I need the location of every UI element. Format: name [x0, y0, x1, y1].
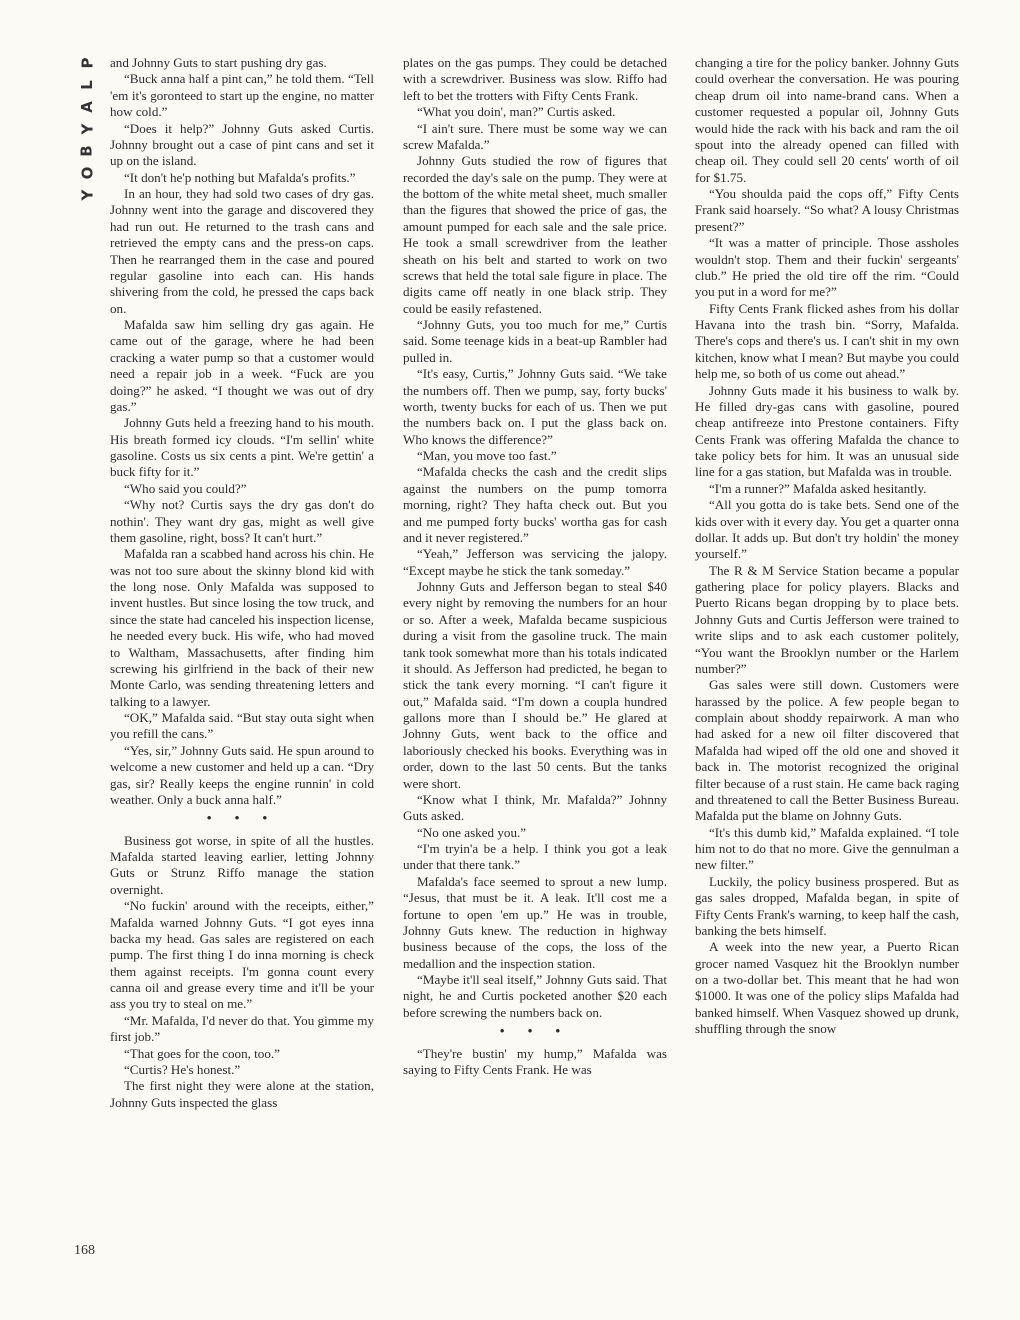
paragraph: “It don't he'p nothing but Mafalda's profits.”	[124, 169, 356, 185]
paragraph: Johnny Guts and Jefferson began to steal $40 every night by removing the numbers for an hour or so. After a week, Mafalda became suspicious during a visit from the gasoline truck. The main tank took somewhat more than his totals indicated it should. As Jefferson had predicted, he began to stick the tank every morning. “I can't figure it out,” Mafalda said. “I'm down a coupla hundred gallons more than I should be.” He glared at Johnny Guts, went back to the office and laboriously checked his books. Everything was in order, down to the last 50 cents. But the tanks were short.	[403, 579, 667, 791]
paragraph: “They're bustin' my hump,” Mafalda was saying to Fifty Cents Frank. He was	[403, 1045, 667, 1077]
paragraph: “OK,” Mafalda said. “But stay outa sight when you refill the cans.”	[110, 710, 374, 742]
masthead-letter: P	[78, 57, 96, 69]
paragraph: “I'm a runner?” Mafalda asked hesitantly.	[709, 480, 927, 496]
paragraph: “It's this dumb kid,” Mafalda explained. “I tole him not to do that no more. Give the gennulman a new filter.”	[695, 824, 959, 873]
paragraph: Johnny Guts made it his business to walk by. He filled dry-gas cans with gasoline, poured cheap antifreeze into Prestone containers. Fifty Cents Frank was offering Mafalda the chance to take policy bets for him. It was an unusual side line for a gas station, but Mafalda was in trouble.	[695, 382, 959, 480]
text-column-1	[110, 55, 374, 1270]
paragraph: In an hour, they had sold two cases of dry gas. Johnny went into the garage and discovered they had run out. He returned to the trash cans and retrieved the empty cans and the press-on caps. Then he rearranged them in the case and poured regular gasoline into each can. His hands shivering from the cold, he pressed the caps back on.	[110, 186, 374, 316]
paragraph: A week into the new year, a Puerto Rican grocer named Vasquez hit the Brooklyn number on a two-dollar bet. This meant that he had won $1000. It was one of the policy slips Mafalda had banked himself. When Vasquez showed up drunk, shuffling through the snow	[695, 939, 959, 1037]
paragraph: “Does it help?” Johnny Guts asked Curtis. Johnny brought out a case of pint cans and set it up on the island.	[110, 120, 374, 169]
paragraph: “Mr. Mafalda, I'd never do that. You gimme my first job.”	[110, 1012, 374, 1045]
paragraph: “No fuckin' around with the receipts, either,” Mafalda warned Johnny Guts. “I got eyes inna backa my head. Gas sales are registered on each pump. The first thing I do inna morning is check them against receipts. I'm gonna count every canna oil and grease every time and it'll be your ass you try to steal on me.”	[110, 898, 374, 1012]
paragraph: “Curtis? He's honest.”	[124, 1061, 241, 1077]
paragraph: “Why not? Curtis says the dry gas don't do nothin'. They want dry gas, might as well give them gasoline, right, boss? It can't hurt.”	[110, 497, 374, 545]
masthead-letter: Y	[78, 189, 96, 201]
paragraph: “Buck anna half a pint can,” he told them. “Tell 'em it's goronteed to start up the engine, no matter how cold.”	[110, 71, 374, 120]
masthead-letter: A	[77, 101, 96, 113]
masthead-letter: O	[77, 166, 96, 180]
paragraph: plates on the gas pumps. They could be detached with a screwdriver. Business was slow. Riffo had left to bet the trotters with Fifty Cents Frank.	[403, 55, 667, 103]
paragraph: Fifty Cents Frank flicked ashes from his dollar Havana into the trash bin. “Sorry, Mafalda. There's cops and there's us. I can't shit in my own kitchen, know what I mean? But maybe you could help me, so both of us come out ahead.”	[695, 300, 959, 382]
paragraph: changing a tire for the policy banker. Johnny Guts could overhear the conversation. He was pouring cheap drum oil into name-brand cans. When a customer requested a popular oil, Johnny Guts would hide the rack with his back and ram the oil spout into the already opened can filled with cheap oil. They could sell 20 cents' worth of oil for $1.75.	[695, 55, 959, 185]
paragraph: “You shoulda paid the cops off,” Fifty Cents Frank said hoarsely. “So what? A lousy Christmas present?”	[695, 186, 959, 234]
text-column-2	[403, 55, 667, 1270]
paragraph: “Johnny Guts, you too much for me,” Curtis said. Some teenage kids in a beat-up Rambler had pulled in.	[403, 317, 667, 365]
section-break: • • •	[206, 810, 278, 826]
magazine-masthead	[75, 52, 99, 206]
paragraph: Mafalda ran a scabbed hand across his chin. He was not too sure about the skinny blond kid with the long nose. Only Mafalda was supposed to invent hustles. But since losing the tow truck, and since the state had canceled his inspection license, he needed every buck. His wife, who had moved to Waltham, Massachusetts, after finding him screwing his girlfriend in the back of their new Monte Carlo, was sending threatening letters and talking to a lawyer.	[110, 546, 374, 709]
paragraph: and Johnny Guts to start pushing dry gas.	[110, 55, 327, 70]
paragraph: “Mafalda checks the cash and the credit slips against the numbers on the pump tomorra morning, right? They hafta check out. But you and me pumped forty bucks' wortha gas for cash and it never registered.”	[403, 464, 667, 545]
paragraph: “Maybe it'll seal itself,” Johnny Guts said. That night, he and Curtis pocketed another $20 each before screwing the numbers back on.	[403, 972, 667, 1020]
paragraph: “All you gotta do is take bets. Send one of the kids over with it every day. You get a quarter onna dollar. It adds up. But don't try holdin' the money yourself.”	[695, 497, 959, 562]
paragraph: “Who said you could?”	[124, 480, 247, 496]
paragraph: “That goes for the coon, too.”	[124, 1045, 280, 1061]
paragraph: “I'm tryin'a be a help. I think you got a leak under that there tank.”	[403, 841, 667, 873]
paragraph: Mafalda saw him selling dry gas again. He came out of the garage, where he had been cracking a water pump so that a customer would need a repair job in a week. “Fuck are you doing?” he asked. “I thought we was out of dry gas.”	[110, 317, 374, 414]
text-column-3	[695, 55, 959, 1270]
paragraph: The R & M Service Station became a popular gathering place for policy players. Blacks and Puerto Ricans began dropping by to place bets. Johnny Guts and Curtis Jefferson were trained to write slips and to ask each customer politely, “You want the Brooklyn number or the Harlem number?”	[695, 562, 959, 676]
masthead-letter: L	[78, 80, 96, 90]
paragraph: Mafalda's face seemed to sprout a new lump. “Jesus, that must be it. A leak. It'll cost me a fortune to open 'em up.” He was in trouble, Johnny Guts knew. The reduction in highway business because of the cops, the loss of the medallion and the inspection station.	[403, 873, 667, 971]
section-break: • • •	[499, 1023, 571, 1039]
paragraph: “Man, you move too fast.”	[417, 448, 557, 463]
paragraph: “What you doin', man?” Curtis asked.	[417, 104, 616, 120]
paragraph: Gas sales were still down. Customers were harassed by the police. A few people began to complain about shoddy repairwork. A man who had asked for a new oil filter discovered that Mafalda had wiped off the old one and shoved it back in. The motorist recognized the original filter because of a rust stain. He came back raging and threatened to call the Better Business Bureau. Mafalda put the blame on Johnny Guts.	[695, 677, 959, 824]
masthead-letter: B	[78, 145, 96, 157]
paragraph: Johnny Guts studied the row of figures that recorded the day's sale on the pump. They were at the bottom of the white metal sheet, much smaller than the figures that showed the price of gas, the amount pumped for each sale and the sale price. He took a small screwdriver from the leather sheath on his belt and started to work on two screws that held the total sale figure in place. The digits came off neatly in one black strip. They could be easily refastened.	[403, 153, 667, 316]
paragraph: “No one asked you.”	[417, 824, 527, 840]
masthead-letter: Y	[78, 123, 96, 135]
paragraph: Business got worse, in spite of all the hustles. Mafalda started leaving earlier, letting Johnny Guts or Strunz Riffo manage the station overnight.	[110, 832, 374, 897]
paragraph: The first night they were alone at the station, Johnny Guts inspected the glass	[110, 1078, 374, 1110]
paragraph: “It's easy, Curtis,” Johnny Guts said. “We take the numbers off. Then we pump, say, forty bucks' worth, twenty bucks for each of us. Then we put the numbers back on. I put the glass back on. Who knows the difference?”	[403, 366, 667, 447]
paragraph: “It was a matter of principle. Those assholes wouldn't stop. Them and their fuckin' sergeants' club.” He pried the old tire off the rim. “Could you put in a word for me?”	[695, 235, 959, 300]
paragraph: Luckily, the policy business prospered. But as gas sales dropped, Mafalda began, in spite of Fifty Cents Frank's warning, to keep half the cash, banking the bets himself.	[695, 873, 959, 938]
paragraph: “Yeah,” Jefferson was servicing the jalopy. “Except maybe he stick the tank someday.”	[403, 546, 667, 578]
paragraph: “Yes, sir,” Johnny Guts said. He spun around to welcome a new customer and held up a can. “Dry gas, sir? Really keeps the engine runnin' in cold weather. Only a buck anna half.”	[110, 742, 374, 807]
paragraph: “Know what I think, Mr. Mafalda?” Johnny Guts asked.	[403, 791, 667, 824]
paragraph: “I ain't sure. There must be some way we can screw Mafalda.”	[403, 120, 667, 152]
page-number: 168	[74, 1243, 95, 1258]
paragraph: Johnny Guts held a freezing hand to his mouth. His breath formed icy clouds. “I'm sellin' white gasoline. Costs us six cents a pint. We're gettin' a buck fifty for it.”	[110, 415, 374, 480]
